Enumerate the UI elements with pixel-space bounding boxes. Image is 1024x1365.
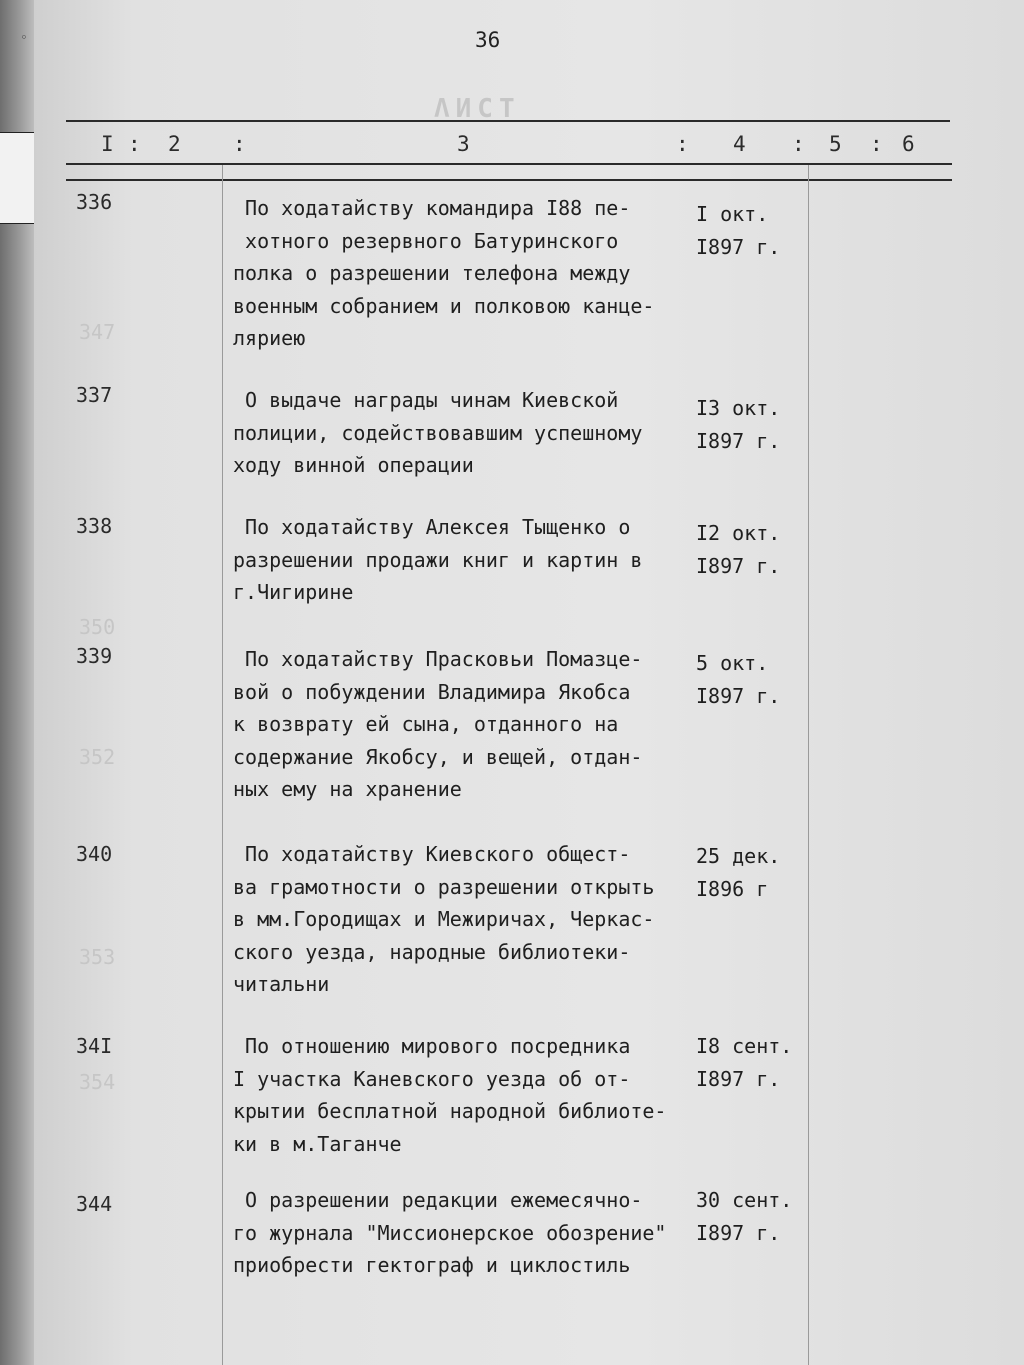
row-date: I окт. I897 г. xyxy=(696,202,781,259)
row-date: I2 окт. I897 г. xyxy=(696,521,781,578)
column-header-separator: : xyxy=(870,132,885,156)
bleed-through-mark: 352 xyxy=(79,745,116,769)
row-number: 338 xyxy=(76,514,113,538)
column-header-separator: : xyxy=(676,132,691,156)
row-date: I8 сент. I897 г. xyxy=(696,1034,793,1091)
row-number: 340 xyxy=(76,842,113,866)
edge-fold-mark: ◦ xyxy=(15,31,32,43)
column-header-5: 5 xyxy=(829,132,844,156)
column-header-4: 4 xyxy=(733,132,748,156)
column-divider xyxy=(222,165,223,1365)
row-number: 34I xyxy=(76,1034,113,1058)
bleed-through-mark: 353 xyxy=(79,945,116,969)
page-number: 36 xyxy=(475,28,501,52)
row-date: 30 сент. I897 г. xyxy=(696,1188,793,1245)
column-header-2: 2 xyxy=(168,132,183,156)
row-number: 336 xyxy=(76,190,113,214)
bleed-through-mark: 354 xyxy=(79,1070,116,1094)
column-header-separator: : xyxy=(792,132,807,156)
row-description: По ходатайству командира I88 пе- хотного резервного Батуринского полка о разрешении телефона между военным собранием и полковою канце- ляриею xyxy=(233,196,655,350)
row-date: 5 окт. I897 г. xyxy=(696,651,781,708)
row-description: О выдаче награды чинам Киевской полиции, содействовавшим успешному ходу винной операции xyxy=(233,388,643,477)
row-date: 25 дек. I896 г xyxy=(696,844,781,901)
header-mid-rule xyxy=(66,163,952,165)
row-description: По ходатайству Алексея Тыщенко о разрешении продажи книг и картин в г.Чигирине xyxy=(233,515,643,604)
row-date: I3 окт. I897 г. xyxy=(696,396,781,453)
row-number: 337 xyxy=(76,383,113,407)
column-header-separator: : xyxy=(233,132,248,156)
column-header-separator: : xyxy=(128,132,143,156)
bleed-through-mark: 350 xyxy=(79,615,116,639)
row-number: 339 xyxy=(76,644,113,668)
column-header-6: 6 xyxy=(902,132,917,156)
column-divider xyxy=(808,165,809,1365)
header-top-rule xyxy=(66,120,950,122)
row-description: О разрешении редакции ежемесячно- го журнала "Миссионерское обозрение" приобрести гектограф и циклостиль xyxy=(233,1188,667,1277)
column-header-3: 3 xyxy=(457,132,472,156)
archive-side-stamp xyxy=(0,132,36,224)
bleed-through-mark: 347 xyxy=(79,320,116,344)
row-description: По отношению мирового посредника I участка Каневского уезда об от- крытии бесплатной народной библиоте- ки в м.Таганче xyxy=(233,1034,667,1156)
header-bottom-rule xyxy=(66,179,952,181)
bleed-through-mark: ΛИСТ xyxy=(434,94,521,124)
row-description: По ходатайству Киевского общест- ва грамотности о разрешении открыть в мм.Городищах и Межиричах, Черкас- ского уезда, народные библиотеки- читальни xyxy=(233,842,655,996)
row-description: По ходатайству Прасковьи Помазце- вой о побуждении Владимира Якобса к возврату ей сына, отданного на содержание Якобсу, и вещей, отдан- ных ему на хранение xyxy=(233,647,643,801)
column-header-1: I xyxy=(101,132,116,156)
row-number: 344 xyxy=(76,1192,113,1216)
